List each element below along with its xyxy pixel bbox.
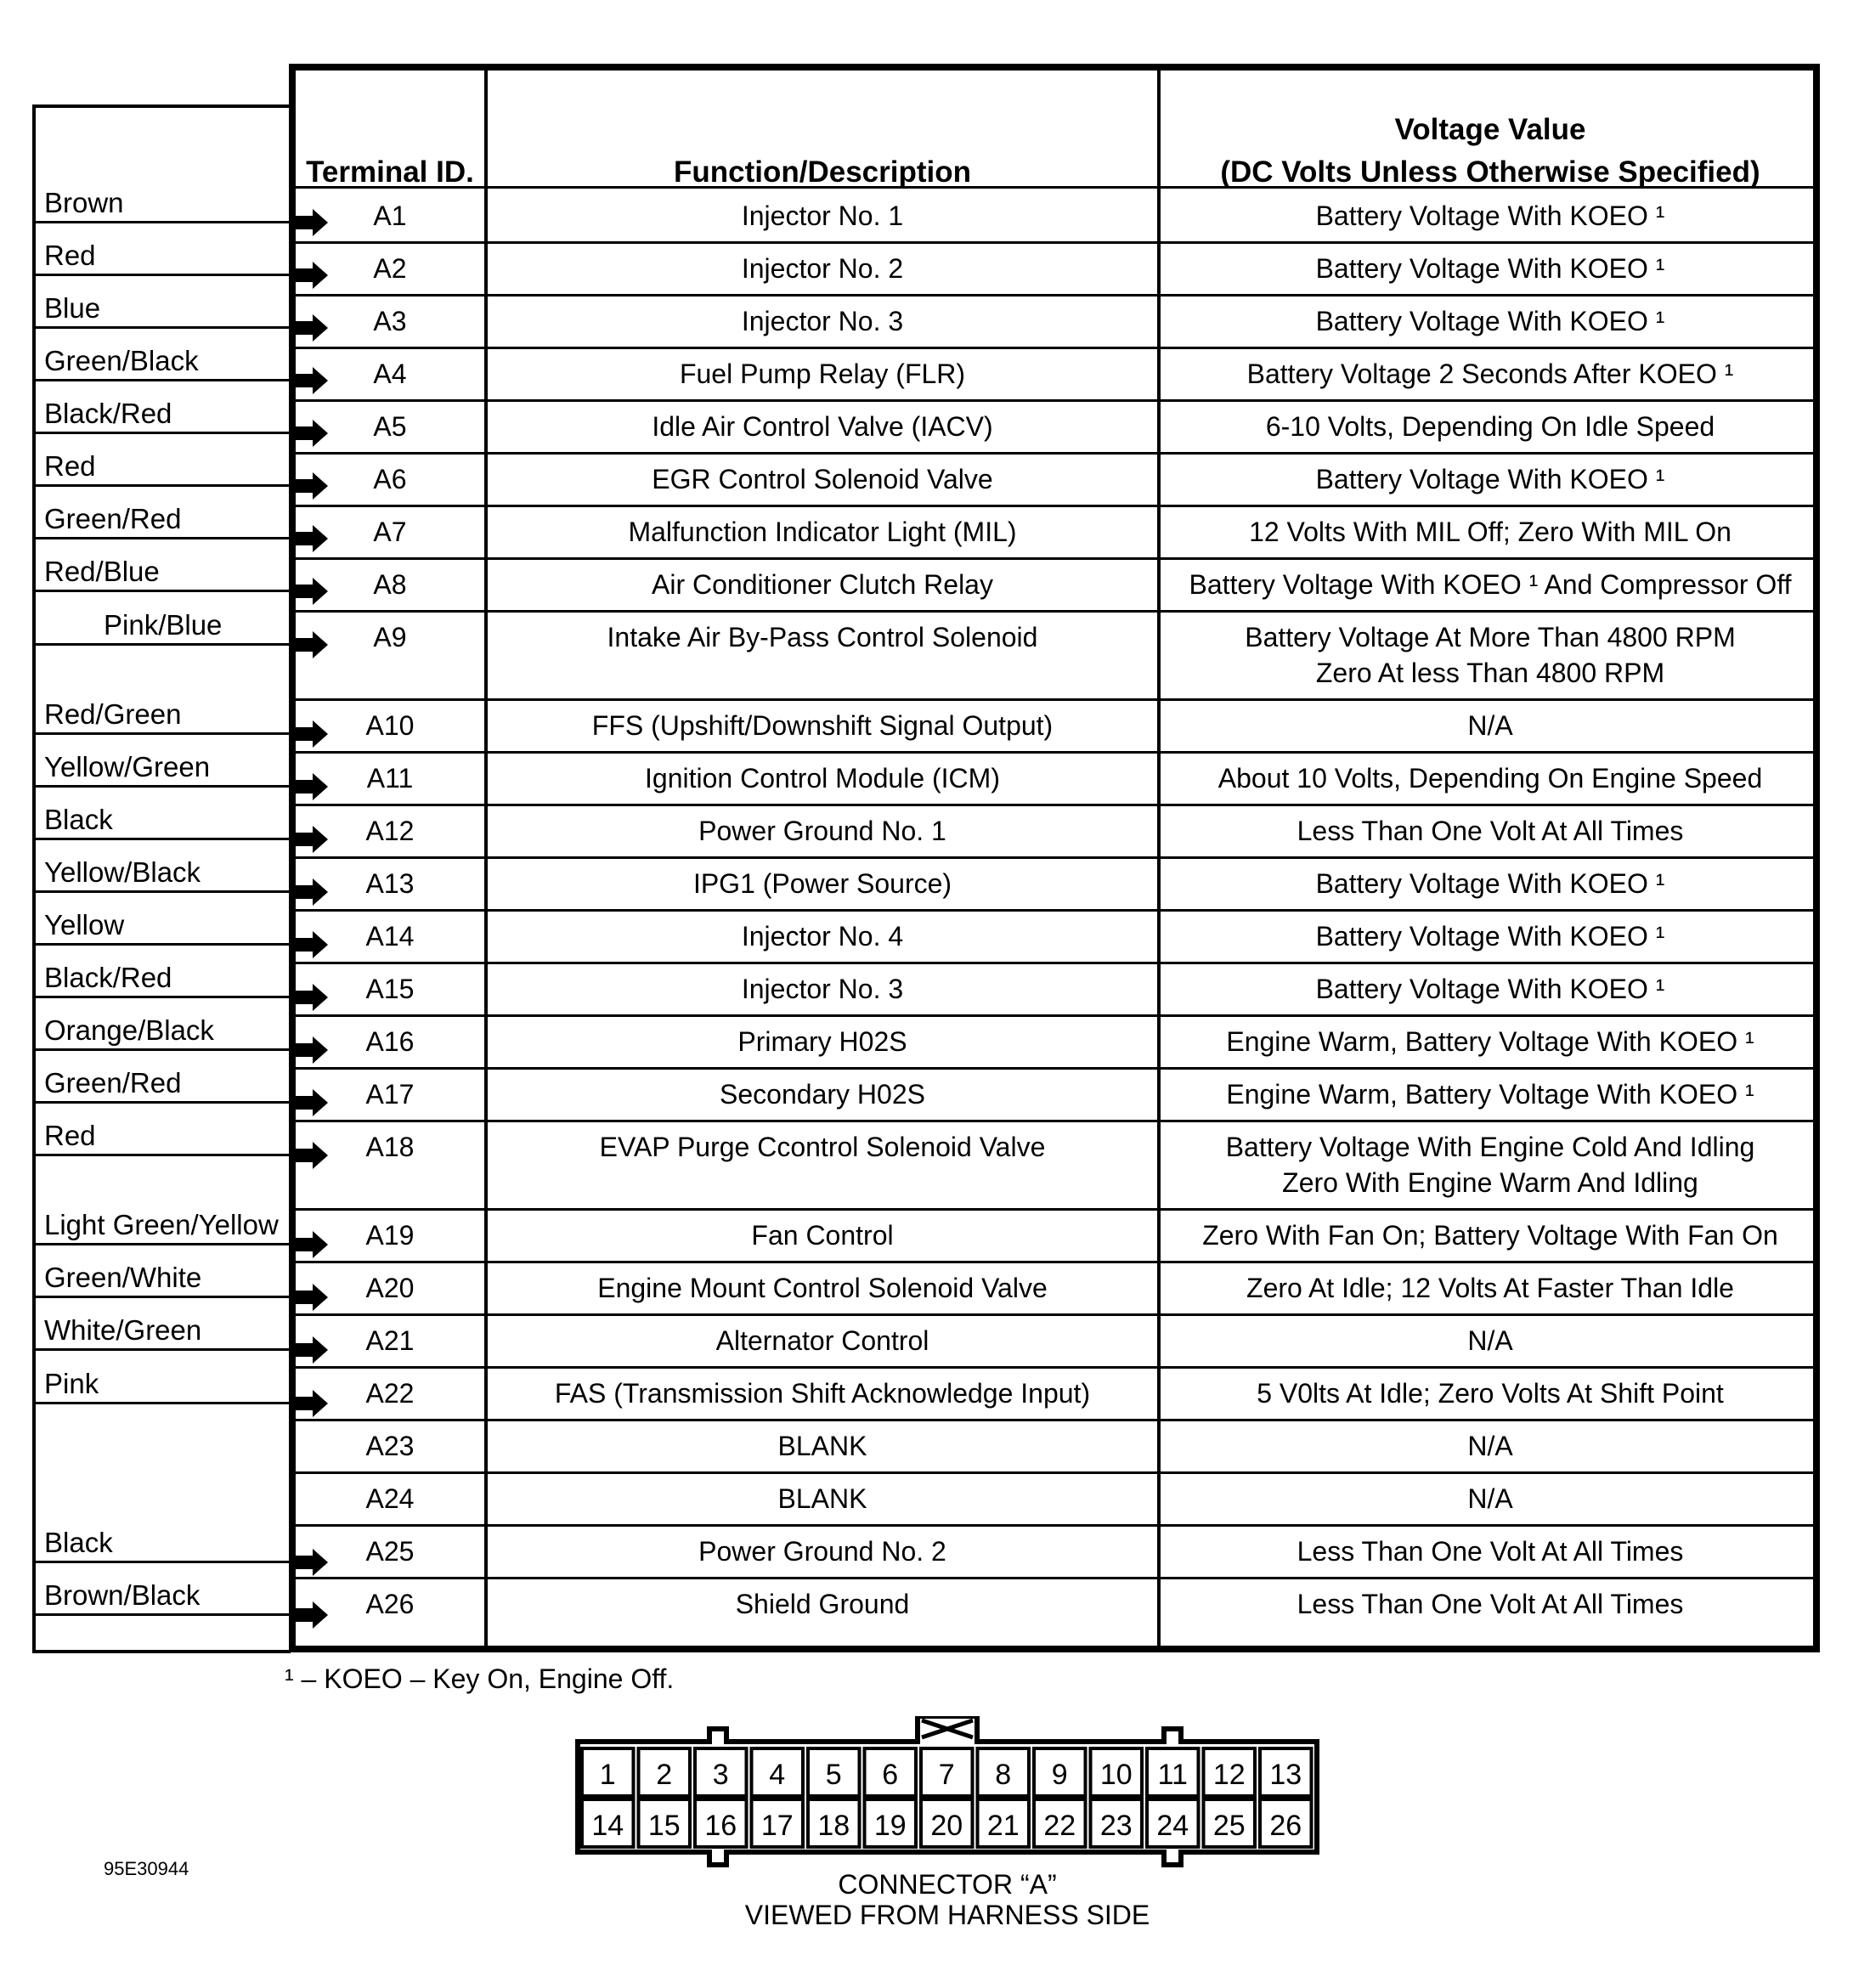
connector-key-icon (922, 1720, 973, 1737)
wire-color-label: Yellow/Green (44, 751, 211, 782)
terminal-id-cell: A14 (365, 921, 415, 952)
function-cell: Intake Air By-Pass Control Solenoid (607, 622, 1038, 652)
row-divider (296, 962, 1813, 964)
row-divider (296, 1067, 1813, 1070)
pin-number: 23 (1099, 1810, 1133, 1842)
function-cell: Secondary H02S (720, 1079, 925, 1110)
pin-number: 9 (1051, 1759, 1068, 1791)
terminal-id-cell: A13 (365, 868, 415, 899)
voltage-cell: Zero With Fan On; Battery Voltage With Fan On (1202, 1220, 1778, 1251)
voltage-cell: Battery Voltage With Engine Cold And Idling (1225, 1132, 1755, 1162)
function-cell: Engine Mount Control Solenoid Valve (597, 1273, 1048, 1303)
row-divider (296, 1120, 1813, 1122)
wire-color-label: Red (44, 240, 96, 271)
figure-code: 95E30944 (104, 1858, 189, 1879)
wire-line (36, 539, 291, 592)
function-cell: Injector No. 1 (741, 200, 904, 231)
wire-line (36, 1297, 291, 1351)
pin-number: 17 (760, 1810, 794, 1842)
function-cell: EGR Control Solenoid Valve (652, 464, 993, 494)
pin-number: 3 (712, 1759, 729, 1791)
wire-color-label: Brown/Black (44, 1579, 201, 1611)
voltage-cell: Battery Voltage With KOEO ¹ (1315, 200, 1665, 231)
connector-caption-sub: VIEWED FROM HARNESS SIDE (744, 1900, 1150, 1930)
wire-color-label: Red (44, 450, 96, 482)
wire-color-label: Yellow (44, 909, 125, 940)
function-cell: FAS (Transmission Shift Acknowledge Input) (554, 1378, 1091, 1409)
row-divider (296, 610, 1813, 613)
wire-line (36, 592, 291, 646)
wire-line (36, 1050, 291, 1104)
wire-color-label: Blue (44, 292, 101, 324)
pin-number: 21 (986, 1810, 1020, 1842)
function-cell: Injector No. 3 (741, 974, 904, 1004)
terminal-id-cell: A4 (373, 359, 407, 389)
row-divider (296, 1313, 1813, 1316)
wire-line (36, 1510, 291, 1563)
voltage-cell-line2: Zero With Engine Warm And Idling (1282, 1167, 1698, 1198)
pin-number: 8 (995, 1759, 1012, 1791)
header-terminal-id: Terminal ID. (306, 155, 474, 189)
terminal-id-cell: A3 (373, 306, 407, 336)
wire-color-label: Pink (44, 1368, 99, 1399)
wire-line (36, 1192, 291, 1245)
row-divider (296, 909, 1813, 912)
voltage-cell: Battery Voltage At More Than 4800 RPM (1245, 622, 1736, 652)
wire-line (36, 1245, 291, 1298)
wire-line (36, 734, 291, 788)
terminal-id-cell: A26 (365, 1589, 415, 1619)
voltage-cell-line2: Zero At less Than 4800 RPM (1315, 658, 1665, 688)
pin-number: 5 (825, 1759, 842, 1791)
terminal-id-cell: A5 (373, 411, 407, 442)
wire-line (36, 328, 291, 381)
wire-color-label: Brown (44, 187, 124, 218)
function-cell: Fuel Pump Relay (FLR) (679, 359, 966, 389)
pin-number: 2 (656, 1759, 673, 1791)
terminal-id-cell: A16 (365, 1026, 415, 1057)
voltage-cell: Battery Voltage With KOEO ¹ (1315, 868, 1665, 899)
terminal-id-cell: A7 (373, 517, 407, 547)
pin-number: 1 (599, 1759, 616, 1791)
wire-line (36, 1351, 291, 1404)
function-cell: Shield Ground (735, 1589, 910, 1619)
row-divider (296, 452, 1813, 455)
voltage-cell: Zero At Idle; 12 Volts At Faster Than Idle (1246, 1273, 1734, 1303)
voltage-cell: 6-10 Volts, Depending On Idle Speed (1265, 411, 1715, 442)
terminal-id-cell: A20 (365, 1273, 415, 1303)
terminal-id-cell: A21 (365, 1325, 415, 1356)
voltage-cell: Battery Voltage With KOEO ¹ (1315, 464, 1665, 494)
terminal-id-cell: A25 (365, 1536, 415, 1567)
wire-line (36, 223, 291, 276)
function-cell: Ignition Control Module (ICM) (645, 763, 1000, 794)
voltage-cell: Battery Voltage With KOEO ¹ And Compressor Off (1189, 569, 1792, 600)
header-function: Function/Description (674, 155, 971, 189)
row-divider (296, 804, 1813, 806)
wire-color-label: White/Green (44, 1314, 202, 1346)
wire-color-label: Yellow/Black (44, 856, 201, 888)
wire-color-label: Black (44, 1527, 113, 1558)
voltage-cell: N/A (1467, 1325, 1513, 1356)
wire-line (36, 170, 291, 223)
terminal-id-cell: A22 (365, 1378, 415, 1409)
wire-line (36, 892, 291, 946)
function-cell: Malfunction Indicator Light (MIL) (628, 517, 1017, 547)
header-voltage-line1: Voltage Value (1394, 113, 1586, 146)
row-divider (296, 751, 1813, 754)
function-cell: Idle Air Control Valve (IACV) (652, 411, 993, 442)
function-cell: IPG1 (Power Source) (692, 868, 952, 899)
wire-color-label: Green/Red (44, 1067, 182, 1098)
row-divider (296, 347, 1813, 349)
row-divider (296, 1577, 1813, 1579)
connector-caption: CONNECTOR “A” (838, 1869, 1057, 1900)
voltage-cell: Engine Warm, Battery Voltage With KOEO ¹ (1226, 1026, 1754, 1057)
voltage-cell: Less Than One Volt At All Times (1297, 816, 1684, 846)
terminal-id-cell: A17 (365, 1079, 415, 1110)
voltage-cell: About 10 Volts, Depending On Engine Speed (1217, 763, 1763, 794)
wire-color-label: Black/Red (44, 398, 172, 429)
row-divider (296, 1471, 1813, 1474)
wire-line (36, 681, 291, 735)
wire-color-label: Black (44, 804, 113, 835)
wire-line (36, 997, 291, 1051)
wire-line (36, 945, 291, 998)
voltage-cell: Battery Voltage With KOEO ¹ (1315, 306, 1665, 336)
function-cell: FFS (Upshift/Downshift Signal Output) (591, 710, 1054, 741)
wire-color-label: Red (44, 1120, 96, 1151)
voltage-cell: N/A (1467, 1483, 1513, 1514)
header-voltage-line2: (DC Volts Unless Otherwise Specified) (1220, 155, 1760, 189)
voltage-cell: Less Than One Volt At All Times (1297, 1536, 1684, 1567)
voltage-cell: 5 V0lts At Idle; Zero Volts At Shift Point (1257, 1378, 1724, 1409)
terminal-id-cell: A2 (373, 253, 407, 284)
connector-a-diagram (569, 1716, 1334, 1869)
wire-color-label: Light Green/Yellow (44, 1209, 279, 1240)
voltage-cell: Battery Voltage With KOEO ¹ (1315, 974, 1665, 1004)
terminal-id-cell: A12 (365, 816, 415, 846)
row-divider (296, 856, 1813, 859)
voltage-cell: Battery Voltage 2 Seconds After KOEO ¹ (1246, 359, 1734, 389)
function-cell: Primary H02S (737, 1026, 907, 1057)
wire-line (36, 433, 291, 487)
voltage-cell: N/A (1467, 1431, 1513, 1461)
function-cell: Injector No. 3 (741, 306, 904, 336)
wire-color-label: Red/Blue (44, 556, 160, 587)
row-divider (296, 557, 1813, 560)
voltage-cell: Engine Warm, Battery Voltage With KOEO ¹ (1226, 1079, 1754, 1110)
function-cell: EVAP Purge Ccontrol Solenoid Valve (599, 1132, 1046, 1162)
function-cell: Injector No. 4 (741, 921, 904, 952)
terminal-id-cell: A23 (365, 1431, 415, 1461)
terminal-id-cell: A11 (366, 763, 414, 794)
pin-number: 10 (1099, 1759, 1133, 1791)
pin-number: 6 (882, 1759, 899, 1791)
wire-line (36, 486, 291, 539)
pin-number: 13 (1269, 1759, 1302, 1791)
wire-color-label: Black/Red (44, 962, 172, 993)
pin-number: 11 (1157, 1759, 1188, 1791)
wire-line (36, 1562, 291, 1616)
terminal-id-cell: A15 (365, 974, 415, 1004)
pin-number: 24 (1156, 1810, 1189, 1842)
wire-line (36, 381, 291, 434)
footnote: ¹ – KOEO – Key On, Engine Off. (285, 1663, 675, 1694)
wire-color-label: Orange/Black (44, 1014, 214, 1046)
terminal-id-cell: A24 (365, 1483, 415, 1514)
row-divider (296, 399, 1813, 402)
row-divider (296, 1261, 1813, 1263)
wire-color-label: Green/Black (44, 345, 199, 376)
row-divider (296, 1366, 1813, 1369)
function-cell: Power Ground No. 2 (698, 1536, 946, 1567)
pin-number: 15 (647, 1810, 681, 1842)
wire-color-label: Green/Red (44, 503, 182, 534)
row-divider (296, 505, 1813, 507)
terminal-id-cell: A18 (365, 1132, 415, 1162)
pin-number: 7 (938, 1759, 955, 1791)
row-divider (296, 294, 1813, 297)
terminal-id-cell: A6 (373, 464, 407, 494)
row-divider (296, 1208, 1813, 1211)
row-divider (296, 1014, 1813, 1017)
pin-number: 18 (817, 1810, 850, 1842)
pin-number: 12 (1212, 1759, 1246, 1791)
terminal-id-cell: A9 (373, 622, 407, 652)
terminal-id-cell: A8 (373, 569, 407, 600)
wire-color-column (32, 104, 291, 1653)
wire-color-label: Green/White (44, 1262, 202, 1293)
function-cell: Fan Control (751, 1220, 894, 1251)
voltage-cell: Battery Voltage With KOEO ¹ (1315, 253, 1665, 284)
pin-number: 16 (704, 1810, 737, 1842)
function-cell: BLANK (777, 1483, 867, 1514)
terminal-table (289, 64, 1820, 1652)
row-divider (296, 1524, 1813, 1527)
pin-number: 25 (1212, 1810, 1246, 1842)
terminal-id-cell: A10 (365, 710, 415, 741)
voltage-cell: Battery Voltage With KOEO ¹ (1315, 921, 1665, 952)
row-divider (296, 1419, 1813, 1421)
wire-color-label: Red/Green (44, 698, 182, 730)
voltage-cell: 12 Volts With MIL Off; Zero With MIL On (1249, 517, 1732, 547)
pin-number: 20 (930, 1810, 963, 1842)
pin-number: 14 (591, 1810, 624, 1842)
voltage-cell: Less Than One Volt At All Times (1297, 1589, 1684, 1619)
wire-line (36, 787, 291, 840)
pin-number: 4 (769, 1759, 786, 1791)
wire-line (36, 275, 291, 329)
function-cell: BLANK (777, 1431, 867, 1461)
wire-line (36, 1103, 291, 1156)
pin-number: 26 (1269, 1810, 1302, 1842)
terminal-id-cell: A1 (373, 200, 407, 231)
wire-line (36, 839, 291, 893)
pin-number: 19 (873, 1810, 907, 1842)
row-divider (296, 241, 1813, 244)
wire-color-label: Pink/Blue (104, 609, 223, 641)
function-cell: Power Ground No. 1 (698, 816, 946, 846)
function-cell: Injector No. 2 (741, 253, 904, 284)
function-cell: Alternator Control (715, 1325, 929, 1356)
pin-number: 22 (1043, 1810, 1076, 1842)
terminal-id-cell: A19 (365, 1220, 415, 1251)
row-divider (296, 698, 1813, 701)
voltage-cell: N/A (1467, 710, 1513, 741)
function-cell: Air Conditioner Clutch Relay (652, 569, 993, 600)
